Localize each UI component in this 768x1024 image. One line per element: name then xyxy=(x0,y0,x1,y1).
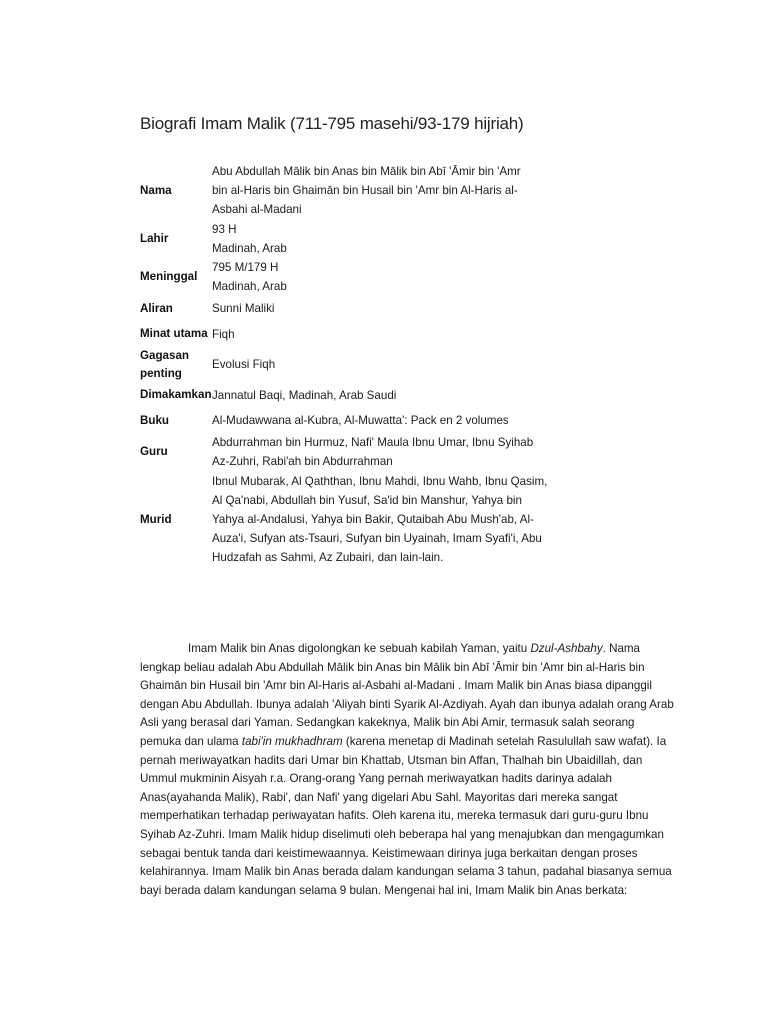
paragraph-line: Ummul mukminin Aisyah r.a. Orang-orang Yang pernah meriwayatkan hadits darinya adalah xyxy=(140,772,612,786)
paragraph-line: memperhatikan terhadap periwayatan hafits. Oleh karena itu, mereka termasuk dari guru-guru Ibnu xyxy=(140,809,649,823)
value-line: 795 M/179 H xyxy=(212,261,279,275)
body-paragraph xyxy=(140,640,674,900)
paragraph-line: Ghaimān bin Husail bin 'Amr bin Al-Haris al-Asbahi al-Madani . Imam Malik bin Anas biasa dipanggil xyxy=(140,679,652,693)
value-line: Abdurrahman bin Hurmuz, Nafi' Maula Ibnu Umar, Ibnu Syihab xyxy=(212,436,534,450)
infobox-value xyxy=(212,347,620,383)
infobox-key: Nama xyxy=(140,183,172,197)
infobox-value xyxy=(212,220,620,258)
paragraph-line: Asli yang berasal dari Yaman. Sedangkan kakeknya, Malik bin Abi Amir, termasuk salah seorang xyxy=(140,716,635,730)
infobox-row-aliran xyxy=(140,296,620,321)
infobox-table xyxy=(140,162,620,568)
infobox-value xyxy=(212,472,620,568)
value-line: Madinah, Arab xyxy=(212,241,287,255)
paragraph-line: lengkap beliau adalah Abu Abdullah Mālik bin Anas bin Mālik bin Abī 'Āmir bin 'Amr bin al-Haris bin xyxy=(140,660,645,674)
infobox-key: Buku xyxy=(140,413,169,427)
paragraph-line: Anas(ayahanda Malik), Rabi', dan Nafi' yang digelari Abu Sahl. Mayoritas dari mereka sangat xyxy=(140,790,618,804)
infobox-value xyxy=(212,162,620,220)
infobox-value xyxy=(212,433,620,471)
paragraph-line: dengan Abu Abdullah. Ibunya adalah 'Aliyah binti Syarik Al-Azdiyah. Ayah dan ibunya adalah orang Arab xyxy=(140,697,674,711)
infobox-value xyxy=(212,258,620,296)
value-line: Hudzafah as Sahmi, Az Zubairi, dan lain-lain. xyxy=(212,551,444,565)
infobox-key: Minat utama xyxy=(140,327,208,341)
emphasis-text: tabi'in mukhadhram xyxy=(241,734,343,748)
value-line: Asbahi al-Madani xyxy=(212,203,302,217)
value-line: Ibnul Mubarak, Al Qaththan, Ibnu Mahdi, Ibnu Wahb, Ibnu Qasim, xyxy=(212,474,548,488)
paragraph-line: bayi berada dalam kandungan selama 9 bulan. Mengenai hal ini, Imam Malik bin Anas berkata: xyxy=(140,883,628,897)
infobox-value xyxy=(212,296,620,321)
value-line: Auza'i, Sufyan ats-Tsauri, Sufyan bin Uyainah, Imam Syafi'i, Abu xyxy=(212,532,542,546)
infobox-row-lahir xyxy=(140,220,620,258)
value-line: 93 H xyxy=(212,222,237,236)
paragraph-line: kelahirannya. Imam Malik bin Anas berada dalam kandungan selama 3 tahun, padahal biasanya semua xyxy=(140,865,672,879)
infobox-row-meninggal xyxy=(140,258,620,296)
infobox-value xyxy=(212,383,620,408)
value-line: Al-Mudawwana al-Kubra, Al-Muwatta': Pack en 2 volumes xyxy=(212,414,509,428)
value-line: Jannatul Baqi, Madinah, Arab Saudi xyxy=(212,388,397,402)
infobox-row-nama xyxy=(140,162,620,220)
infobox-value xyxy=(212,408,620,433)
infobox-row-buku xyxy=(140,408,620,433)
paragraph-line: pemuka dan ulama tabi'in mukhadhram (karena menetap di Madinah setelah Rasulullah saw wafat). Ia xyxy=(140,734,667,748)
infobox-row-gagasan-penting xyxy=(140,347,620,383)
infobox-row-guru xyxy=(140,433,620,471)
infobox-key: Murid xyxy=(140,512,172,526)
paragraph-line: Imam Malik bin Anas digolongkan ke sebuah kabilah Yaman, yaitu Dzul-Ashbahy. Nama xyxy=(188,642,640,655)
value-line: Yahya al-Andalusi, Yahya bin Bakir, Qutaibah Abu Mush'ab, Al- xyxy=(212,513,534,527)
value-line: Evolusi Fiqh xyxy=(212,358,276,372)
infobox-value xyxy=(212,322,620,347)
value-line: Abu Abdullah Mālik bin Anas bin Mālik bin Abī 'Āmir bin 'Amr xyxy=(212,165,521,178)
paragraph-line: pernah meriwayatkan hadits dari Umar bin Khattab, Utsman bin Affan, Thalhah bin Ubaidillah, dan xyxy=(140,753,643,767)
value-line: Madinah, Arab xyxy=(212,280,287,294)
paragraph-line: Syihab Az-Zuhri. Imam Malik hidup diselimuti oleh beberapa hal yang menajubkan dan mengagumkan xyxy=(140,827,664,841)
paragraph-line: sebagai bentuk tanda dari keistimewaannya. Keistimewaan dirinya juga berkaitan dengan proses xyxy=(140,846,638,860)
infobox-row-murid xyxy=(140,472,620,568)
infobox-key: Meninggal xyxy=(140,270,198,284)
infobox-key: Guru xyxy=(140,445,168,459)
emphasis-text: Dzul-Ashbahy xyxy=(530,642,603,655)
value-line: Al Qa'nabi, Abdullah bin Yusuf, Sa'id bin Manshur, Yahya bin xyxy=(212,493,522,507)
infobox-row-dimakamkan xyxy=(140,383,620,408)
value-line: Sunni Maliki xyxy=(212,302,275,316)
infobox-key: Dimakamkan xyxy=(140,388,212,402)
infobox-key: Aliran xyxy=(140,302,173,316)
infobox-key: Lahir xyxy=(140,231,169,245)
value-line: Fiqh xyxy=(212,327,235,341)
infobox-key: Gagasan penting xyxy=(140,348,189,380)
value-line: Az-Zuhri, Rabi'ah bin Abdurrahman xyxy=(212,455,393,469)
page-title: Biografi Imam Malik (711-795 masehi/93-179 hijriah) xyxy=(140,114,524,133)
infobox-row-minat-utama xyxy=(140,322,620,347)
value-line: bin al-Haris bin Ghaimān bin Husail bin 'Amr bin Al-Haris al- xyxy=(212,184,518,198)
